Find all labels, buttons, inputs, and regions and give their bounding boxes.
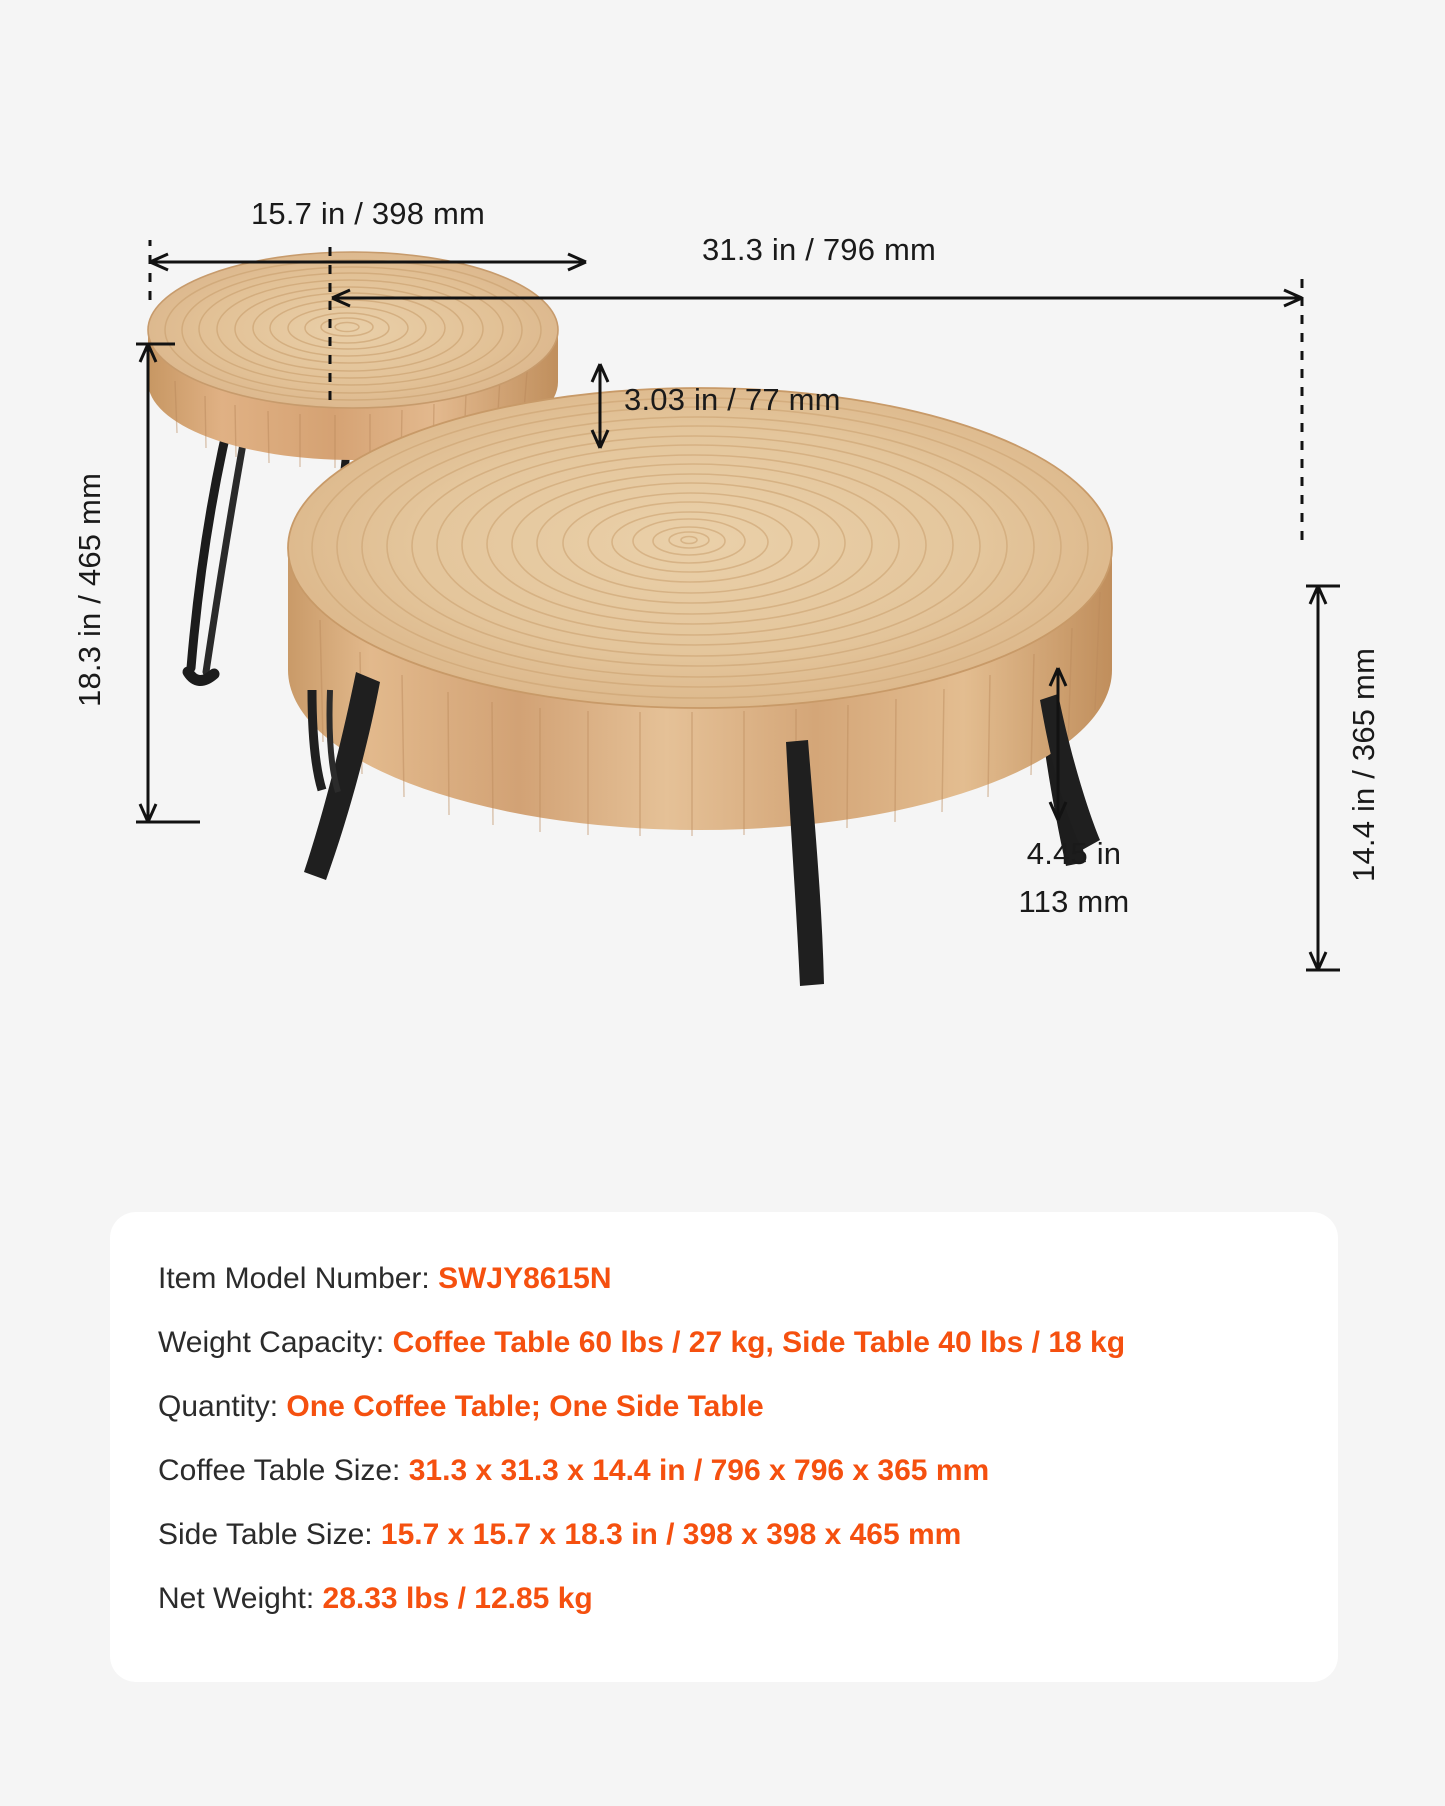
dim-side-table-top-thickness: 3.03 in / 77 mm xyxy=(624,382,841,417)
dim-coffee-top-thickness-inches: 4.45 in xyxy=(1026,836,1122,871)
spec-value-quantity: One Coffee Table; One Side Table xyxy=(286,1390,764,1423)
spec-label-weight-capacity: Weight Capacity: xyxy=(158,1326,393,1359)
spec-row-quantity xyxy=(158,1392,1338,1422)
spec-value-model: SWJY8615N xyxy=(438,1262,612,1295)
spec-row-side-table-size xyxy=(158,1520,1338,1550)
dim-side-table-width: 15.7 in / 398 mm xyxy=(250,196,486,231)
spec-label-quantity: Quantity: xyxy=(158,1390,287,1423)
spec-value-side-table-size: 15.7 x 15.7 x 18.3 in / 398 x 398 x 465 mm xyxy=(380,1518,962,1551)
dim-coffee-table-height: 14.4 in / 365 mm xyxy=(1346,647,1381,883)
spec-row-model xyxy=(158,1264,1338,1294)
spec-row-coffee-table-size xyxy=(158,1456,1338,1486)
spec-card xyxy=(110,1212,1338,1682)
spec-label-coffee-table-size: Coffee Table Size: xyxy=(158,1454,409,1487)
spec-value-coffee-table-size: 31.3 x 31.3 x 14.4 in / 796 x 796 x 365 mm xyxy=(408,1454,990,1487)
dim-coffee-top-thickness-mm: 113 mm xyxy=(1018,884,1130,919)
dim-coffee-table-width: 31.3 in / 796 mm xyxy=(701,232,937,267)
spec-label-side-table-size: Side Table Size: xyxy=(158,1518,381,1551)
spec-value-weight-capacity: Coffee Table 60 lbs / 27 kg, Side Table 40 lbs / 18 kg xyxy=(392,1326,1126,1359)
spec-label-model: Item Model Number: xyxy=(158,1262,439,1295)
spec-row-weight-capacity xyxy=(158,1328,1338,1358)
spec-value-net-weight: 28.33 lbs / 12.85 kg xyxy=(322,1582,593,1615)
spec-row-net-weight xyxy=(158,1584,1338,1614)
spec-label-net-weight: Net Weight: xyxy=(158,1582,323,1615)
dim-side-table-height: 18.3 in / 465 mm xyxy=(72,472,107,708)
